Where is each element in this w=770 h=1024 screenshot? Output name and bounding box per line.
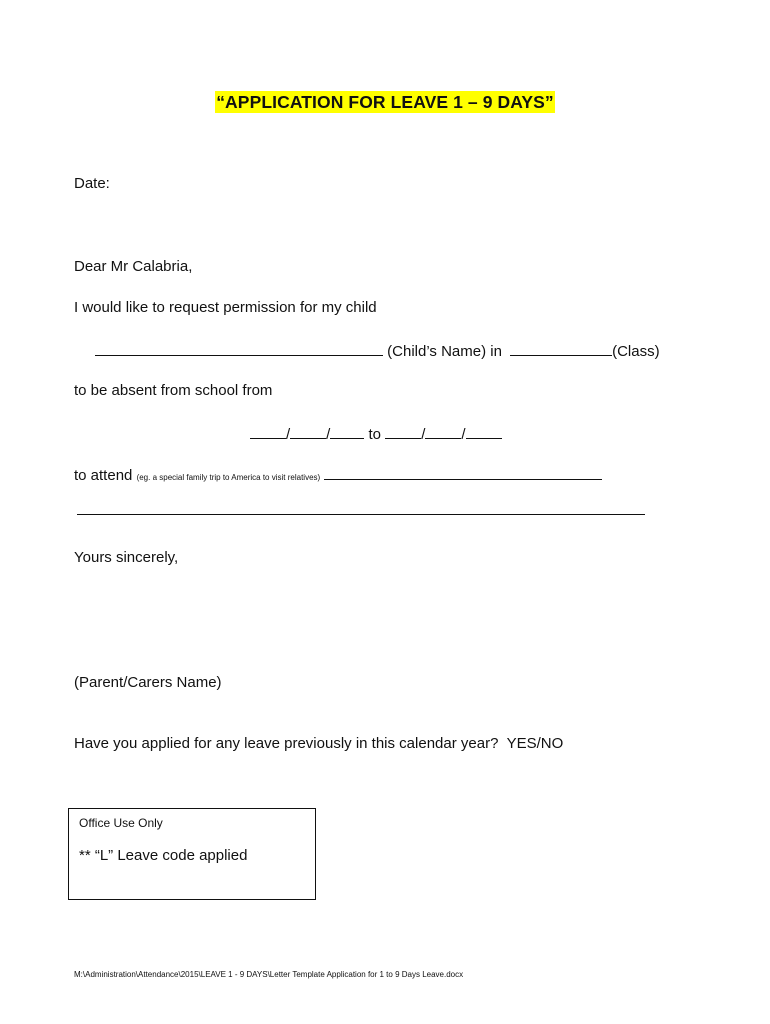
attend-example-note: (eg. a special family trip to America to visit relatives): [136, 473, 321, 482]
page-title: “APPLICATION FOR LEAVE 1 – 9 DAYS”: [216, 92, 554, 112]
attend-reason-blank[interactable]: [324, 465, 602, 480]
to-label: to: [368, 426, 382, 443]
to-month-blank[interactable]: [425, 424, 461, 439]
absent-line: to be absent from school from: [74, 382, 273, 399]
to-year-blank[interactable]: [466, 424, 502, 439]
previous-leave-options: YES/NO: [506, 735, 564, 752]
request-line: I would like to request permission for my child: [74, 299, 377, 316]
to-day-blank[interactable]: [385, 424, 421, 439]
previous-leave-question: Have you applied for any leave previously in this calendar year?: [74, 735, 499, 752]
attend-continuation-line: [77, 500, 645, 520]
attend-reason-blank-2[interactable]: [77, 500, 645, 515]
previous-leave-line: [74, 735, 563, 753]
salutation: Dear Mr Calabria,: [74, 258, 193, 275]
from-separator-1: /: [286, 426, 291, 443]
closing: Yours sincerely,: [74, 549, 179, 566]
from-year-blank[interactable]: [330, 424, 364, 439]
title-container: [0, 91, 770, 113]
class-label: (Class): [612, 343, 660, 360]
to-separator-1: /: [421, 426, 426, 443]
from-day-blank[interactable]: [250, 424, 286, 439]
from-month-blank[interactable]: [290, 424, 326, 439]
date-range-line: [250, 424, 502, 444]
from-separator-2: /: [326, 426, 331, 443]
childs-name-blank[interactable]: [95, 341, 383, 356]
date-label: Date:: [74, 175, 110, 192]
attend-line: [74, 465, 602, 487]
footer-file-path: M:\Administration\Attendance\2015\LEAVE 1 - 9 DAYS\Letter Template Application for 1 to 9 Days Leave.docx: [74, 970, 464, 979]
to-separator-2: /: [461, 426, 466, 443]
office-use-label: Office Use Only: [79, 816, 163, 830]
child-class-line: [95, 341, 660, 361]
class-blank[interactable]: [510, 341, 612, 356]
parent-name-label: (Parent/Carers Name): [74, 674, 222, 691]
childs-name-label: (Child’s Name) in: [387, 343, 502, 360]
attend-label: to attend: [74, 467, 133, 484]
office-use-box: [68, 808, 316, 900]
leave-code-text: ** “L” Leave code applied: [79, 847, 248, 864]
